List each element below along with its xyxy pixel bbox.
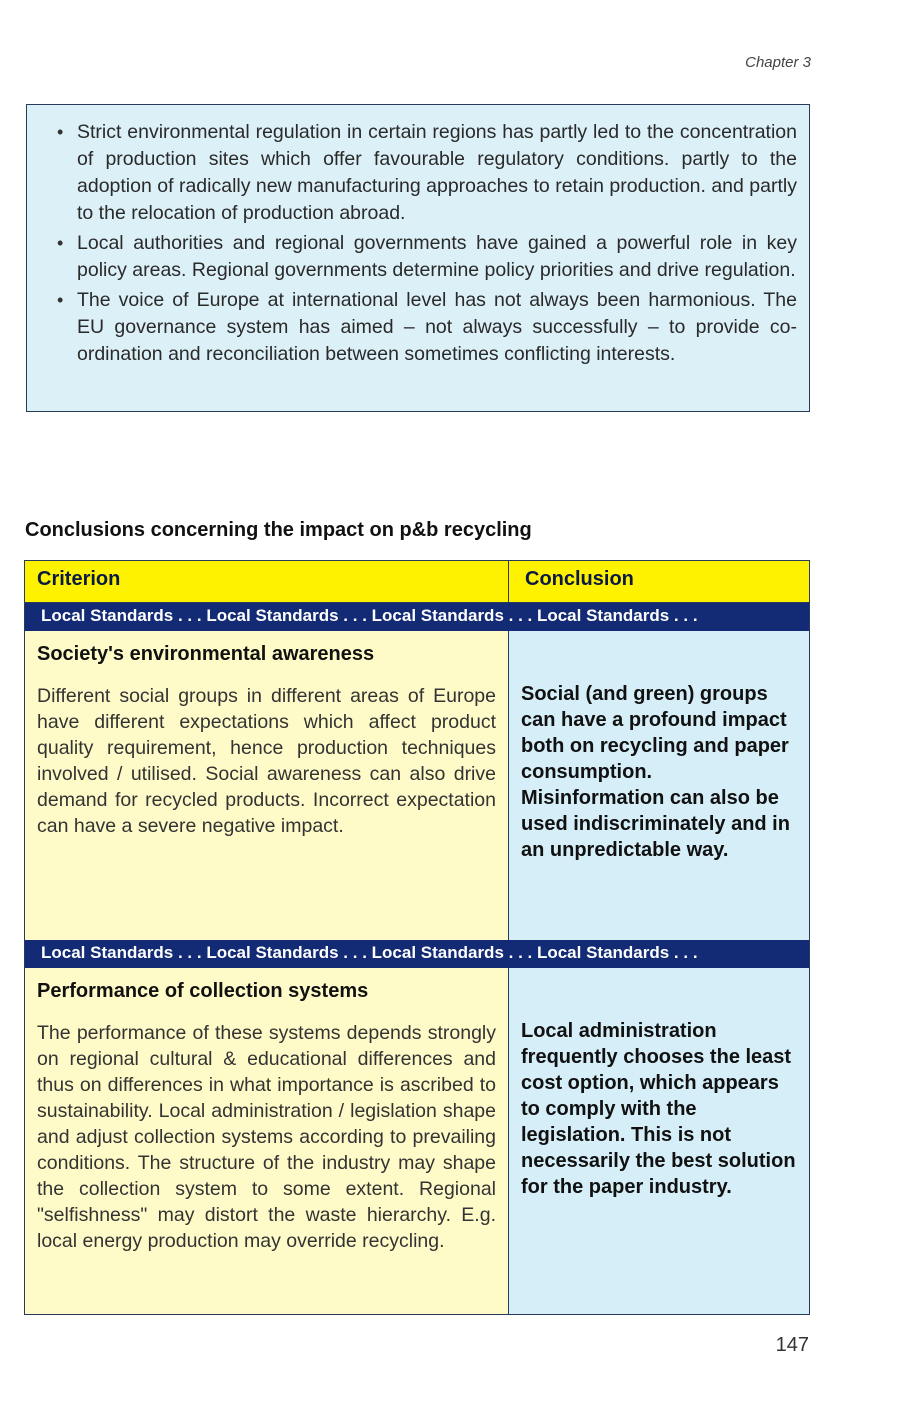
- criterion-cell: [25, 968, 509, 1314]
- conclusion-header: Conclusion: [525, 568, 634, 590]
- page-number: 147: [775, 1334, 809, 1356]
- conclusion-text: Social (and green) groups can have a profound impact both on recycling and paper consumption. Misinformation can also be used indiscriminately and in an unpredictable way.: [521, 683, 790, 861]
- conclusion-cell: [509, 631, 809, 940]
- table-row: [25, 968, 809, 1314]
- summary-bullet: • Local authorities and regional governments have gained a powerful role in key policy areas. Regional governments determine policy priorities and drive regulation.: [77, 230, 797, 284]
- summary-list: [57, 119, 797, 368]
- criterion-header: Criterion: [25, 561, 509, 602]
- conclusions-table: [24, 560, 810, 1315]
- local-standards-band: Local Standards . . . Local Standards . . . Local Standards . . . Local Standards . . .: [25, 940, 809, 968]
- criterion-title: Performance of collection systems: [37, 980, 369, 1002]
- summary-box: [26, 104, 810, 412]
- conclusion-cell: [509, 968, 809, 1314]
- table-row: [25, 631, 809, 940]
- summary-bullet: • The voice of Europe at international level has not always been harmonious. The EU governance system has aimed – not always successfully – to provide co-ordination and reconciliation between sometimes conflicting interests.: [77, 287, 797, 368]
- criterion-cell: [25, 631, 509, 940]
- conclusion-text: Local administration frequently chooses the least cost option, which appears to comply with the legislation. This is not necessarily the best solution for the paper industry.: [521, 1020, 796, 1198]
- section-title: Conclusions concerning the impact on p&b recycling: [25, 519, 532, 541]
- chapter-label: Chapter 3: [745, 54, 811, 71]
- summary-bullet: • Strict environmental regulation in certain regions has partly led to the concentration of production sites which offer favourable regulatory conditions. partly to the adoption of radically new manufacturing approaches to retain production. and partly to the relocation of production abroad.: [77, 119, 797, 227]
- criterion-description: The performance of these systems depends strongly on regional cultural & educational differences and thus on differences in what importance is ascribed to sustainability. Local administration / legislation shape and adjust collection systems according to prevailing conditions. The structure of the industry may shape the collection system to some extent. Regional "selfishness" may distort the waste hierarchy. E.g. local energy production may override recycling.: [37, 1022, 496, 1252]
- criterion-title: Society's environmental awareness: [37, 643, 375, 665]
- local-standards-band: Local Standards . . . Local Standards . . . Local Standards . . . Local Standards . . .: [25, 603, 809, 631]
- table-header-row: [25, 561, 809, 603]
- criterion-description: Different social groups in different areas of Europe have different expectations which affect product quality requirement, hence production techniques involved / utilised. Social awareness can also drive demand for recycled products. Incorrect expectation can have a severe negative impact.: [37, 685, 496, 837]
